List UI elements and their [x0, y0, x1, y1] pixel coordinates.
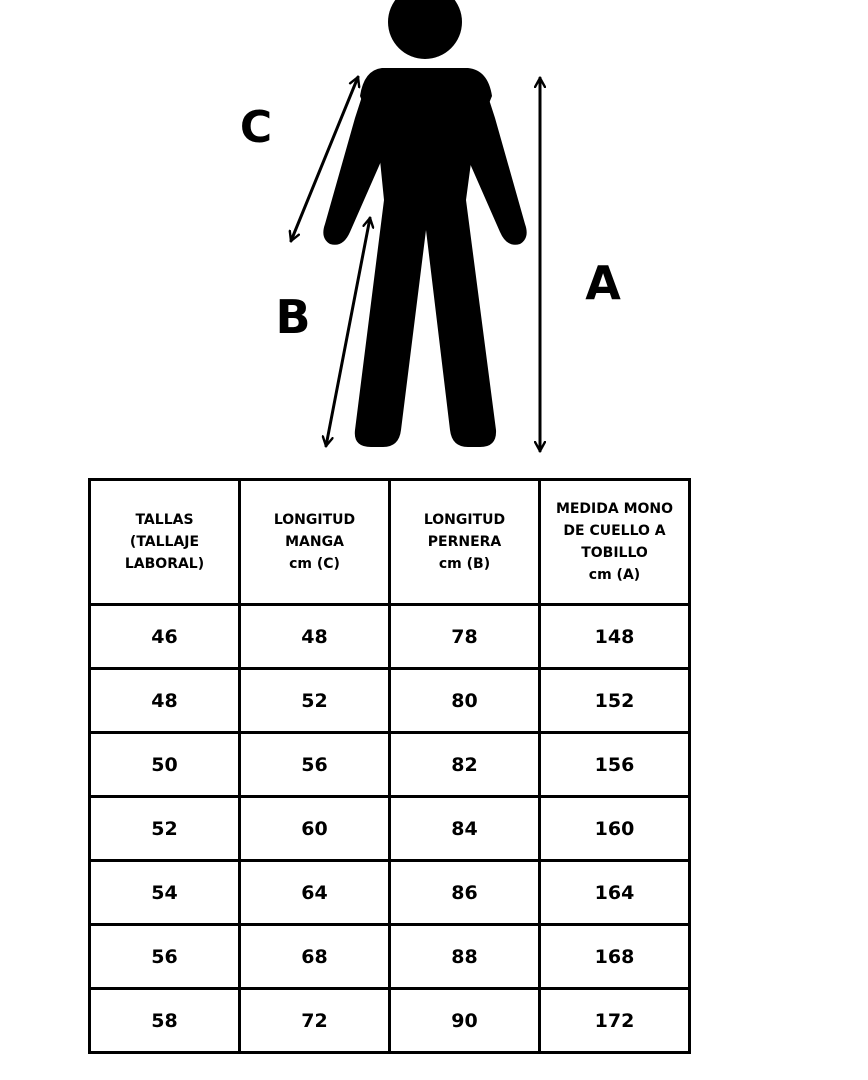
cell-manga: 56	[240, 733, 390, 797]
measurement-diagram	[0, 0, 868, 470]
cell-talla: 50	[90, 733, 240, 797]
table-row	[90, 669, 690, 733]
table-row	[90, 733, 690, 797]
label-b: B	[275, 290, 311, 344]
label-a: A	[585, 256, 621, 310]
cell-mono: 164	[540, 861, 690, 925]
table-row	[90, 797, 690, 861]
cell-talla: 56	[90, 925, 240, 989]
cell-pernera: 88	[390, 925, 540, 989]
cell-pernera: 90	[390, 989, 540, 1053]
cell-pernera: 78	[390, 605, 540, 669]
size-table	[88, 478, 691, 1054]
cell-manga: 72	[240, 989, 390, 1053]
cell-manga: 68	[240, 925, 390, 989]
cell-pernera: 84	[390, 797, 540, 861]
header-longitud-manga: LONGITUD MANGA cm (C)	[240, 480, 390, 605]
cell-mono: 160	[540, 797, 690, 861]
cell-manga: 48	[240, 605, 390, 669]
table-row	[90, 989, 690, 1053]
cell-manga: 60	[240, 797, 390, 861]
cell-talla: 58	[90, 989, 240, 1053]
cell-pernera: 82	[390, 733, 540, 797]
header-medida-mono: MEDIDA MONO DE CUELLO A TOBILLO cm (A)	[540, 480, 690, 605]
cell-mono: 156	[540, 733, 690, 797]
cell-pernera: 80	[390, 669, 540, 733]
label-c: C	[239, 102, 273, 153]
person-silhouette-icon	[323, 0, 526, 447]
cell-manga: 52	[240, 669, 390, 733]
cell-talla: 54	[90, 861, 240, 925]
header-tallas: TALLAS (TALLAJE LABORAL)	[90, 480, 240, 605]
table-header-row	[90, 480, 690, 605]
cell-mono: 168	[540, 925, 690, 989]
cell-mono: 148	[540, 605, 690, 669]
cell-mono: 172	[540, 989, 690, 1053]
cell-talla: 52	[90, 797, 240, 861]
cell-mono: 152	[540, 669, 690, 733]
header-longitud-pernera: LONGITUD PERNERA cm (B)	[390, 480, 540, 605]
table-row	[90, 861, 690, 925]
table-row	[90, 925, 690, 989]
table-row	[90, 605, 690, 669]
cell-pernera: 86	[390, 861, 540, 925]
cell-talla: 48	[90, 669, 240, 733]
cell-talla: 46	[90, 605, 240, 669]
cell-manga: 64	[240, 861, 390, 925]
